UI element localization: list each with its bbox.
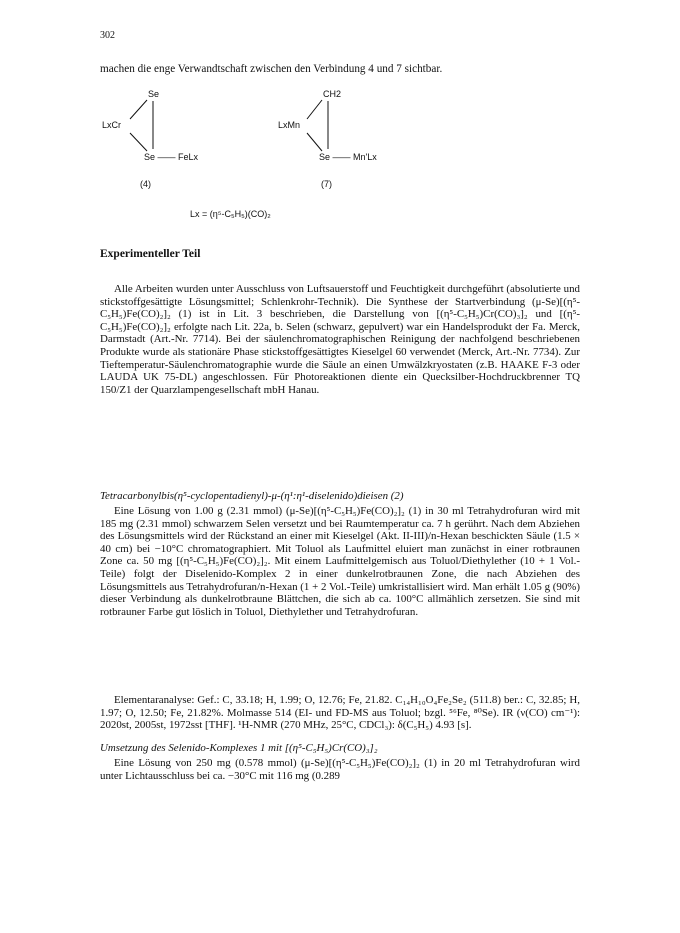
paragraph-synthesis-2 (100, 505, 580, 618)
compound-7-bond-top (307, 100, 322, 119)
reaction-heading: Umsetzung des Selenido-Komplexes 1 mit [(η⁵-C₅H₅)Cr(CO)₃]₂ (100, 742, 378, 754)
compound-4-label: (4) (140, 179, 151, 189)
intro-sentence: machen die enge Verwandtschaft zwischen den Verbindung 4 und 7 sichtbar. (100, 63, 443, 75)
paragraph-text: Elementaranalyse: Gef.: C, 33.18; H, 1.99; O, 12.76; Fe, 21.82. C₁₄H₁₀O₄Fe₂Se₂ (511.8) ber.: C, 32.85; H, 1.97; O, 12.50; Fe, 21.82%. Molmasse 514 (EI- und FD-MS aus Toluol; bzgl. ⁵⁶Fe, ⁸⁰Se). IR (ν(CO) cm⁻¹): 2020st, 2005st, 1972sst [THF]. ¹H-NMR (270 MHz, 25°C, CDCl₃): δ(C₅H₅) 4.93 [s]. (100, 694, 580, 732)
section-heading: Experimenteller Teil (100, 248, 201, 260)
paragraph-reaction-3 (100, 757, 580, 782)
compound-7-left-fragment: LxMn (278, 120, 301, 130)
compound-7-bottom-fragment: Se —— Mn'Lx (319, 152, 377, 162)
compound-4-left-fragment: LxCr (102, 120, 122, 130)
compound-4-bond-bottom (130, 133, 147, 151)
structure-scheme (100, 80, 580, 230)
compound-2-heading: Tetracarbonylbis(η⁵-cyclopentadienyl)-μ-(η¹:η¹-diselenido)dieisen (2) (100, 490, 404, 502)
compound-4-bottom-fragment: Se —— FeLx (144, 152, 199, 162)
compound-7-bond-bottom (307, 133, 322, 151)
paragraph-analysis-2 (100, 694, 580, 732)
compound-7-top-atom: CH2 (323, 89, 342, 99)
paragraph-text: Alle Arbeiten wurden unter Ausschluss von Luftsauerstoff und Feuchtigkeit durchgeführt (absolutierte und stickstoffgesättigte Lösungsmittel; Schlenkrohr-Technik). Die Synthese der Startverbindung (μ-Se)[(η⁵-C₅H₅)Fe(CO)₂]₂ (1) ist in Lit. 3 beschrieben, die Darstellung von [(η⁵-C₅H₅)Cr(CO)₃]₂ und [(η⁵-C₅H₅)Fe(CO)₂]₂ erfolgte nach Lit. 22a, b. Selen (schwarz, gepulvert) war ein Handelsprodukt der Fa. Merck, Darmstadt (Art.-Nr. 7714). Bei der säulenchromatographischen Reinigung der nachfolgend beschriebenen Produkte wurde als stationäre Phase stickstoffgesättigtes Kieselgel 60 verwendet (Merck, Art.-Nr. 7734). Zur Tieftemperatur-Säulenchromatographie wurde die Säule an einen Umwälzkryostaten (z.B. HAAKE F-3 oder LAUDA UK 75-DL) angeschlossen. Für Photoreaktionen diente ein Quecksilber-Hochdruckbrenner TQ 150/Z1 der Quarzlampengesellschaft mbH Hanau. (100, 283, 580, 396)
ligand-legend: Lx = (η⁵-C₅H₅)(CO)₂ (190, 209, 271, 219)
paragraph-text: Eine Lösung von 250 mg (0.578 mmol) (μ-Se)[(η⁵-C₅H₅)Fe(CO)₂]₂ (1) in 20 ml Tetrahydrofuran wird unter Lichtausschluss bei ca. −30°C mit 116 mg (0.289 (100, 757, 580, 782)
compound-4-top-atom: Se (148, 89, 160, 99)
paragraph-general-methods (100, 283, 580, 396)
paragraph-text: Eine Lösung von 1.00 g (2.31 mmol) (μ-Se)[(η⁵-C₅H₅)Fe(CO)₂]₂ (1) in 30 ml Tetrahydrofuran wird mit 185 mg (2.31 mmol) schwarzem Selen versetzt und bei Raumtemperatur ca. 7 h gerührt. Nach dem Abziehen des Lösungsmittels wird der Rückstand an einer mit Kieselgel (Akt. II-III)/n-Hexan beschickten Säule (1.5 × 40 cm) bei −10°C chromatographiert. Mit Toluol als Laufmittel eluiert man zunächst in einer rotbraunen Zone ca. 50 mg [(η⁵-C₅H₅)Fe(CO)₂]₂. Mit einem Laufmittelgemisch aus Toluol/Diethylether (10 + 1 Vol.-Teile) folgt der Diselenido-Komplex 2 in einer dunkelrotbraunen Zone, die nach Abziehen des Lösungsmittels aus Tetrahydrofuran/n-Hexan (1 + 2 Vol.-Teile) umkristallisiert wird. Man erhält 1.05 g (90%) dieser Verbindung als dunkelrotbraune Blättchen, die sich ab ca. 100°C allmählich zersetzen. Sie sind mit rotbrauner Farbe gut löslich in Toluol, Diethylether und Tetrahydrofuran. (100, 505, 580, 618)
page-number: 302 (100, 30, 115, 41)
compound-4-bond-top (130, 100, 147, 119)
compound-7-label: (7) (321, 179, 332, 189)
